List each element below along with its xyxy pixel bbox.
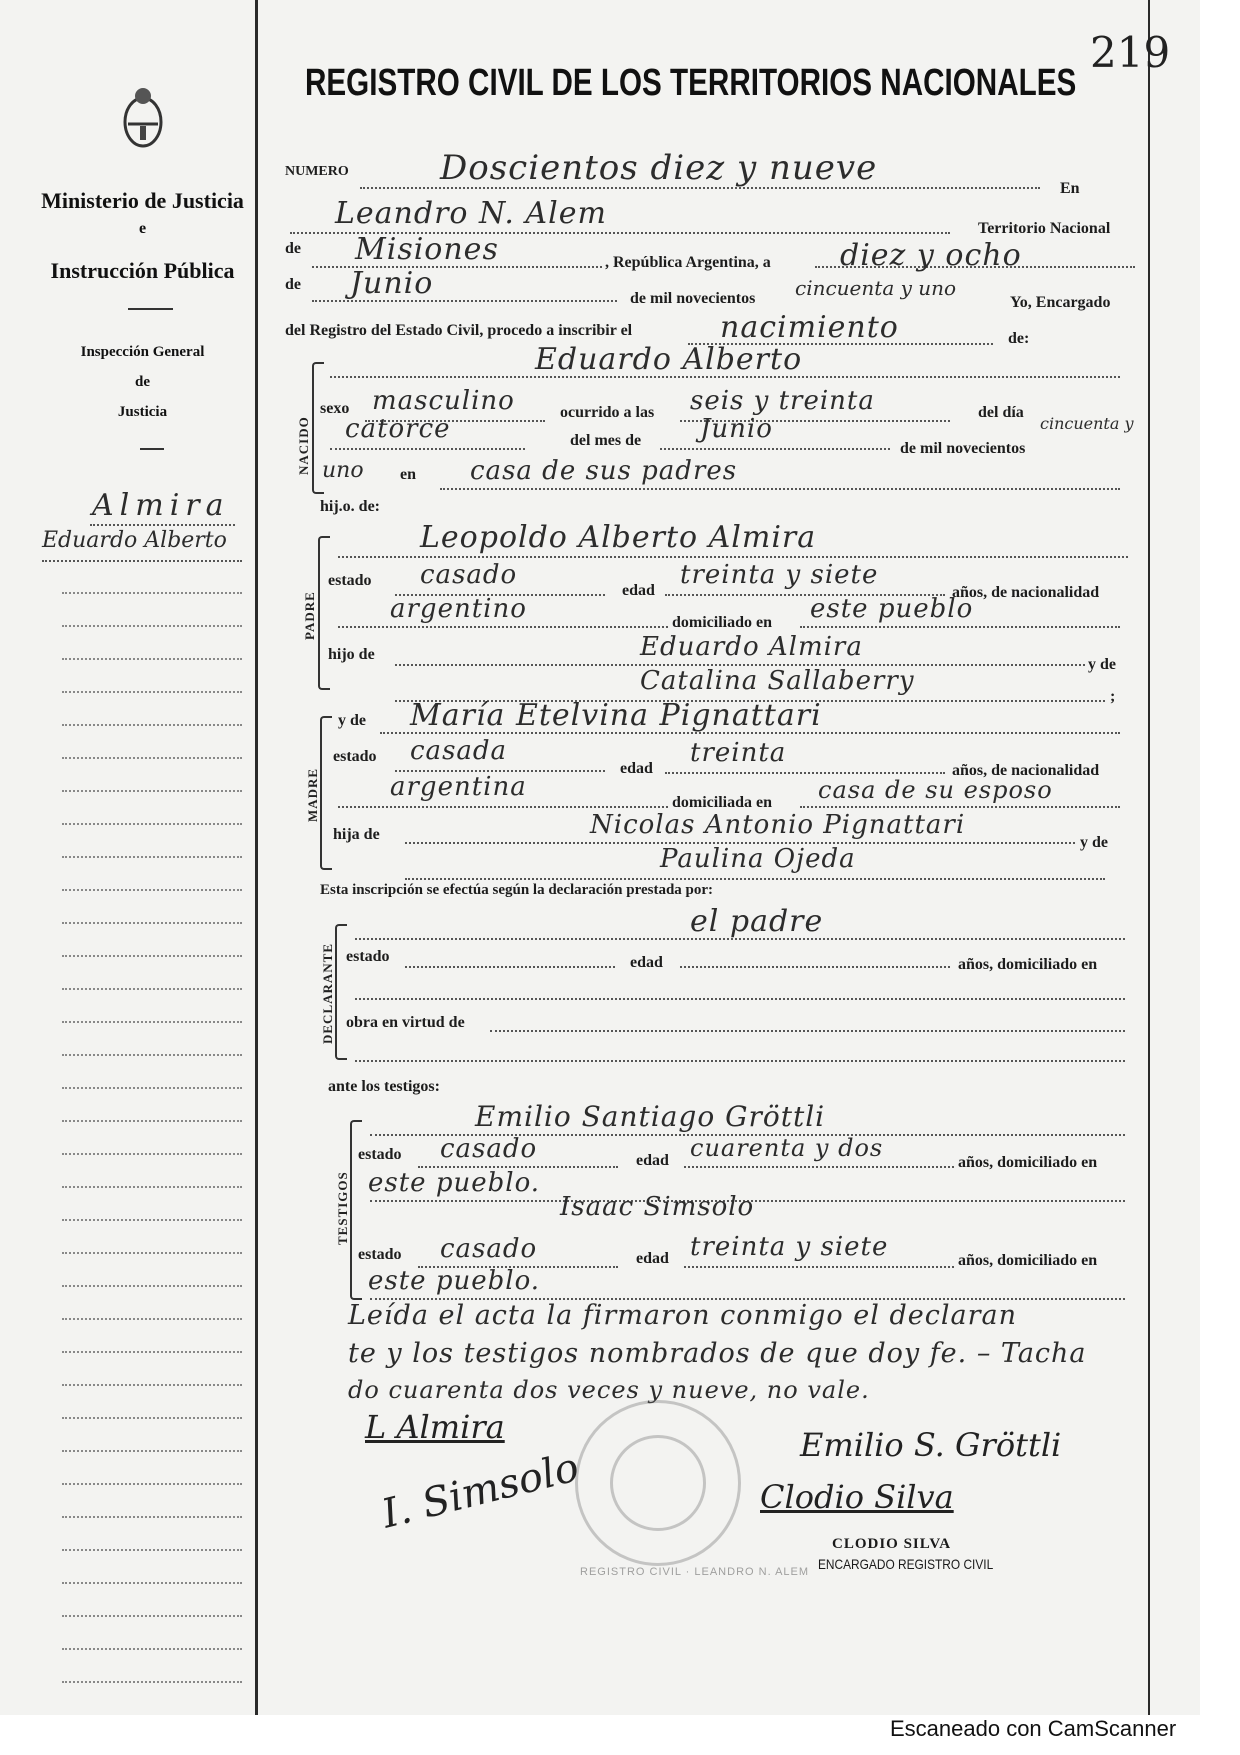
margin-ruled-line: [62, 1648, 242, 1650]
margin-ruled-line: [62, 1516, 242, 1518]
t1-domicilio-value: este pueblo.: [368, 1168, 541, 1198]
madre-brace: [320, 716, 332, 870]
margin-ruled-line: [62, 1186, 242, 1188]
line: [665, 772, 945, 774]
line: [680, 966, 950, 968]
sidebar-divider-line: [255, 0, 258, 1715]
madre-nacionalidad-value: argentina: [390, 772, 527, 802]
testigos-intro-label: ante los testigos:: [328, 1078, 440, 1095]
closing-line-3: do cuarenta dos veces y nueve, no vale.: [348, 1376, 870, 1404]
scanner-watermark: Escaneado con CamScanner: [890, 1716, 1177, 1741]
t1-anos-label: años, domiciliado en: [958, 1154, 1098, 1171]
line: [405, 878, 1105, 880]
margin-ruled-line: [62, 1582, 242, 1584]
padre-domicilio-value: este pueblo: [810, 594, 974, 624]
declarante-name: el padre: [690, 904, 824, 939]
margin-ruled-line: [62, 823, 242, 825]
republica-label: , República Argentina, a: [605, 254, 771, 271]
closing-line-1: Leída el acta la firmaron conmigo el declaran: [348, 1300, 1017, 1331]
act-value: nacimiento: [720, 310, 899, 345]
margin-line: [42, 560, 242, 562]
margin-surname: Almira: [92, 488, 230, 523]
territory-value: Misiones: [355, 232, 499, 267]
t1-edad-label: edad: [636, 1152, 669, 1169]
margin-ruled-line: [62, 1120, 242, 1122]
t2-domicilio-value: este pueblo.: [368, 1266, 541, 1296]
margin-ruled-line: [62, 1219, 242, 1221]
page-number: 219: [1090, 28, 1171, 77]
en-label: En: [1060, 180, 1080, 197]
madre-anos-label: años, de nacionalidad: [952, 762, 1100, 779]
day-value: diez y ocho: [840, 238, 1022, 273]
signature-encargado: Clodio Silva: [760, 1478, 954, 1516]
officer-name: CLODIO SILVA: [832, 1536, 952, 1552]
abuelo-materno-value: Nicolas Antonio Pignattari: [590, 810, 966, 840]
declarante-intro-label: Esta inscripción se efectúa según la declaración prestada por:: [320, 882, 714, 898]
madre-y-de-label: y de: [338, 712, 366, 729]
de2-label: de: [285, 276, 301, 293]
declarante-edad-label: edad: [630, 954, 663, 971]
margin-ruled-line: [62, 988, 242, 990]
margin-ruled-line: [62, 757, 242, 759]
mes-value: Junio: [700, 414, 773, 444]
mes-label: del mes de: [570, 432, 642, 449]
nacido-section-label: NACIDO: [296, 416, 311, 475]
madre-hija-label: hija de: [333, 826, 380, 843]
t1-estado-value: casado: [440, 1134, 538, 1164]
margin-ruled-line: [62, 922, 242, 924]
ministry-line-2: e: [138, 220, 147, 237]
hijo-label: hij.o. de:: [320, 498, 380, 515]
padre-section-label: PADRE: [302, 591, 317, 640]
margin-ruled-line: [62, 1285, 242, 1287]
testigo-1-name: Emilio Santiago Gröttli: [475, 1100, 826, 1133]
t2-edad-label: edad: [636, 1250, 669, 1267]
madre-section-label: MADRE: [305, 767, 320, 822]
margin-ruled-line: [62, 625, 242, 627]
del-dia-label: del día: [978, 404, 1024, 421]
margin-ruled-line: [62, 1384, 242, 1386]
padre-semicolon: ;: [1110, 688, 1116, 705]
t1-edad-value: cuarenta y dos: [690, 1134, 884, 1162]
form-title: REGISTRO CIVIL DE LOS TERRITORIOS NACIONALES: [305, 62, 1077, 104]
inspection-line-2: de: [135, 374, 150, 390]
nacido-year-value-2: uno: [322, 458, 364, 483]
line: [800, 806, 1120, 808]
padre-edad-label: edad: [622, 582, 655, 599]
line: [660, 448, 890, 450]
margin-ruled-line: [62, 1153, 242, 1155]
abuelo-paterno-value: Eduardo Almira: [640, 632, 863, 662]
line: [490, 1030, 1125, 1032]
margin-ruled-line: [62, 1087, 242, 1089]
margin-ruled-line: [62, 889, 242, 891]
place-value: Leandro N. Alem: [335, 196, 607, 231]
official-stamp-inner: [610, 1435, 706, 1531]
t2-edad-value: treinta y siete: [690, 1232, 889, 1262]
t2-anos-label: años, domiciliado en: [958, 1252, 1098, 1269]
padre-estado-value: casado: [420, 560, 518, 590]
line: [338, 626, 668, 628]
line: [684, 1266, 954, 1268]
margin-ruled-line: [62, 1549, 242, 1551]
registro-label: del Registro del Estado Civil, procedo a inscribir el: [285, 322, 633, 339]
margin-ruled-line: [62, 856, 242, 858]
month-value: Junio: [350, 266, 434, 301]
testigo-2-name: Isaac Simsolo: [560, 1192, 755, 1222]
line: [405, 966, 615, 968]
signature-left-lower: I. Simsolo: [377, 1444, 584, 1538]
padre-y-de-label: y de: [1088, 656, 1116, 673]
inspection-line-3: Justicia: [117, 404, 168, 420]
line: [338, 806, 668, 808]
margin-ruled-line: [62, 1681, 242, 1683]
declarante-anos-label: años, domiciliado en: [958, 956, 1098, 973]
madre-name: María Etelvina Pignattari: [410, 698, 822, 733]
nacido-year-label: de mil novecientos: [900, 440, 1026, 457]
year-label: de mil novecientos: [630, 290, 756, 307]
ministry-line-3: Instrucción Pública: [50, 258, 235, 283]
madre-edad-value: treinta: [690, 738, 787, 768]
padre-edad-value: treinta y siete: [680, 560, 879, 590]
sexo-label: sexo: [320, 400, 350, 417]
margin-line: [90, 524, 235, 526]
dia-value: catorce: [345, 414, 451, 444]
nacido-name: Eduardo Alberto: [535, 342, 803, 377]
ministry-line-1: Ministerio de Justicia: [41, 188, 244, 213]
declarante-brace: [335, 924, 347, 1060]
padre-estado-label: estado: [328, 572, 372, 589]
padre-hijo-label: hijo de: [328, 646, 375, 663]
testigos-section-label: TESTIGOS: [335, 1171, 350, 1245]
margin-names: Eduardo Alberto: [42, 528, 227, 553]
ocurrido-label: ocurrido a las: [560, 404, 655, 421]
signature-declarante: L Almira: [365, 1408, 505, 1446]
madre-edad-label: edad: [620, 760, 653, 777]
margin-ruled-line: [62, 1021, 242, 1023]
nacido-year-value: cincuenta y: [1040, 414, 1134, 433]
padre-nacionalidad-value: argentino: [390, 594, 527, 624]
t2-estado-label: estado: [358, 1246, 402, 1263]
line: [355, 998, 1125, 1000]
de-label: de: [285, 240, 301, 257]
encargado-label: Yo, Encargado: [1010, 294, 1111, 311]
sidebar-separator-2: [140, 448, 164, 450]
margin-ruled-line: [62, 955, 242, 957]
abuela-paterna-value: Catalina Sallaberry: [640, 666, 915, 696]
padre-brace: [318, 536, 330, 690]
padre-anos-label: años, de nacionalidad: [952, 584, 1100, 601]
margin-ruled-line: [62, 1318, 242, 1320]
madre-estado-label: estado: [333, 748, 377, 765]
margin-ruled-line: [62, 691, 242, 693]
de3-label: de:: [1008, 330, 1030, 347]
padre-domicilio-label: domiciliado en: [672, 614, 773, 631]
margin-ruled-line: [62, 1615, 242, 1617]
sexo-value: masculino: [372, 386, 515, 416]
year-value: cincuenta y uno: [795, 276, 957, 300]
t1-estado-label: estado: [358, 1146, 402, 1163]
sidebar-separator: [128, 308, 173, 310]
territorio-label: Territorio Nacional: [978, 220, 1111, 237]
margin-ruled-line: [62, 1417, 242, 1419]
en-label-2: en: [400, 466, 416, 483]
closing-line-2: te y los testigos nombrados de que doy fe. – Tacha: [348, 1338, 1087, 1369]
numero-value: Doscientos diez y nueve: [440, 148, 878, 188]
line: [338, 556, 1128, 558]
margin-ruled-line: [62, 790, 242, 792]
numero-label: NUMERO: [285, 164, 349, 179]
madre-y-de-label-2: y de: [1080, 834, 1108, 851]
madre-domicilio-label: domiciliada en: [672, 794, 773, 811]
coat-of-arms-icon: [118, 82, 168, 152]
madre-domicilio-value: casa de su esposo: [818, 776, 1053, 804]
margin-ruled-line: [62, 658, 242, 660]
officer-title: ENCARGADO REGISTRO CIVIL: [818, 1556, 994, 1572]
line: [684, 1166, 954, 1168]
right-margin-line: [1148, 0, 1150, 1715]
declarante-section-label: DECLARANTE: [320, 942, 335, 1044]
margin-ruled-line: [62, 1450, 242, 1452]
margin-ruled-line: [62, 1351, 242, 1353]
line: [330, 448, 525, 450]
margin-ruled-line: [62, 724, 242, 726]
declarante-estado-label: estado: [346, 948, 390, 965]
line: [355, 1060, 1125, 1062]
t2-estado-value: casado: [440, 1234, 538, 1264]
margin-ruled-line: [62, 1483, 242, 1485]
lugar-value: casa de sus padres: [470, 456, 738, 486]
hora-value: seis y treinta: [690, 386, 875, 416]
signature-testigo-1: Emilio S. Gröttli: [800, 1426, 1062, 1464]
stamp-text: REGISTRO CIVIL · LEANDRO N. ALEM: [580, 1566, 810, 1578]
declarante-obra-label: obra en virtud de: [346, 1014, 465, 1031]
madre-estado-value: casada: [410, 736, 508, 766]
line: [800, 626, 1120, 628]
padre-name: Leopoldo Alberto Almira: [420, 520, 817, 555]
margin-ruled-line: [62, 1252, 242, 1254]
margin-ruled-line: [62, 1054, 242, 1056]
margin-ruled-line: [62, 592, 242, 594]
line: [440, 488, 1120, 490]
inspection-line-1: Inspección General: [80, 344, 205, 360]
abuela-materna-value: Paulina Ojeda: [660, 844, 856, 874]
